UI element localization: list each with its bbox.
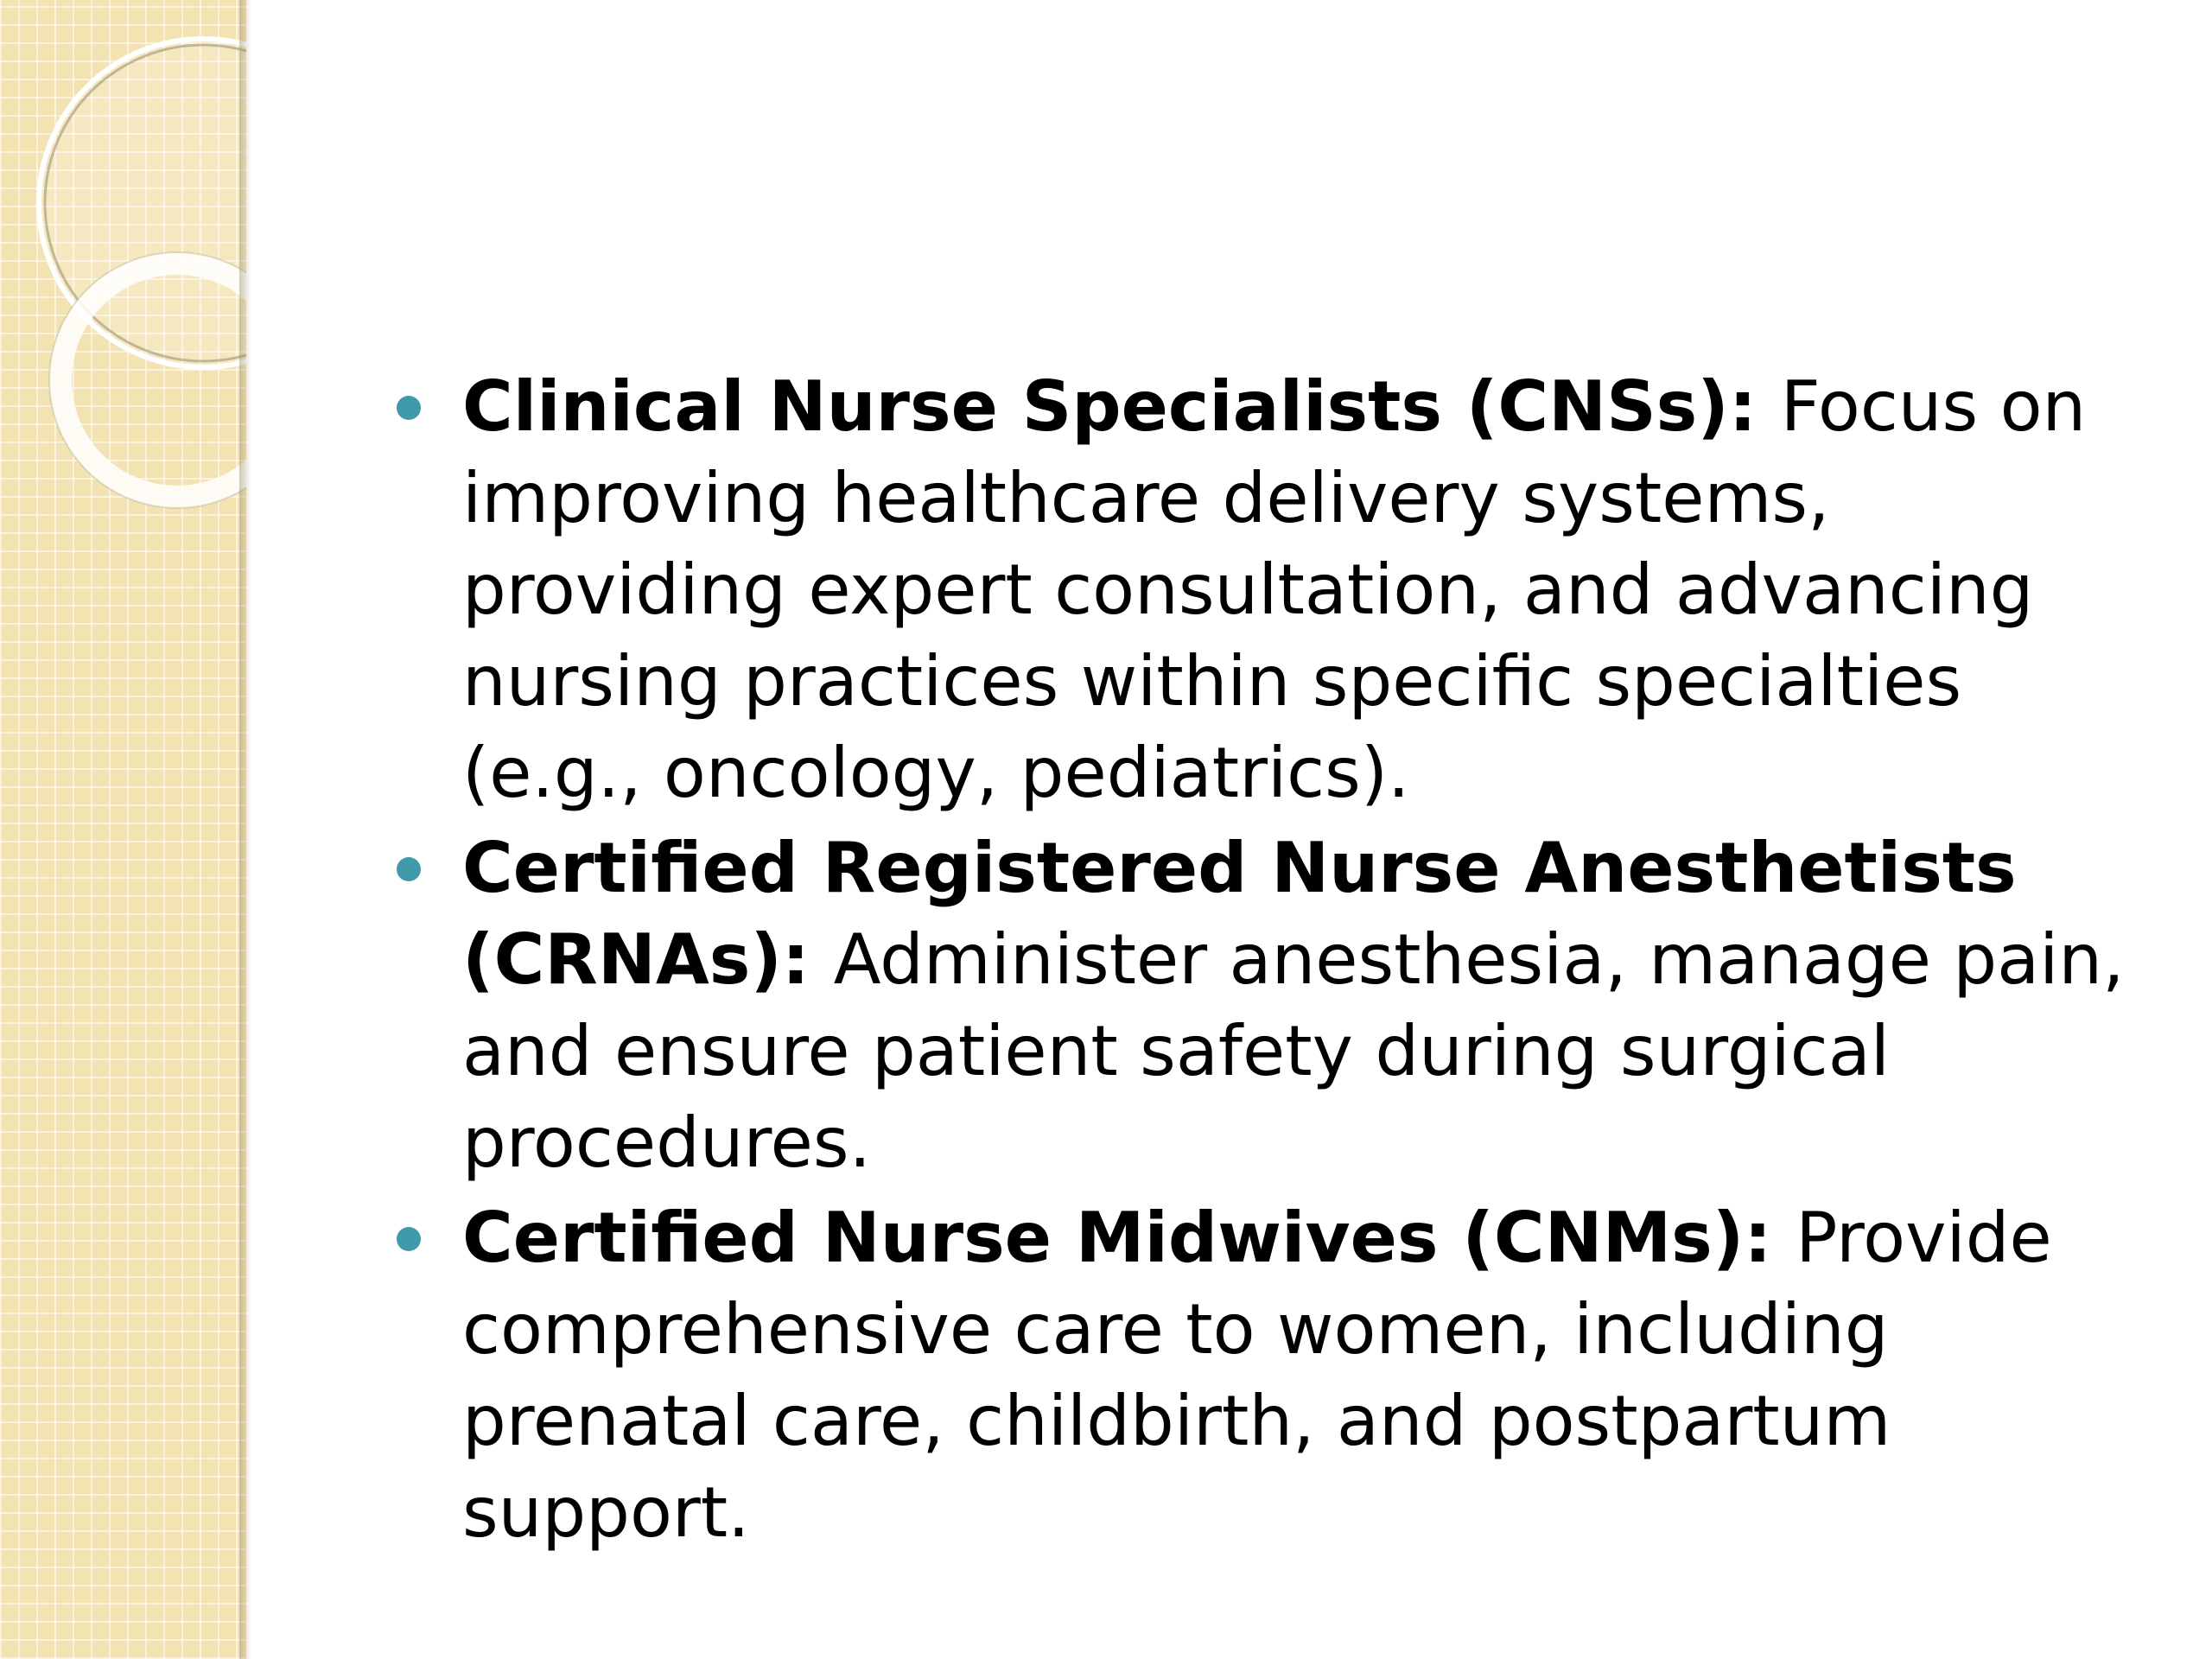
bullet-dot-icon [397,1227,421,1251]
bullet-dot-icon [397,396,421,420]
bullet-item-cns [393,361,2156,819]
bullet-description: Administer anesthesia, manage pain, and ensure patient safety during surgical procedures. [462,919,2125,1183]
bullet-item-cnm [393,1192,2156,1559]
bullet-dot-icon [397,857,421,881]
side-panel-shadow [239,0,251,1659]
bullet-term: Certified Registered Nurse Anesthetists (CRNAs): [462,828,2017,1000]
bullet-term: Certified Nurse Midwives (CNMs): [462,1198,1796,1278]
bullet-list [393,361,2156,1562]
bullet-description: Provide comprehensive care to women, including prenatal care, childbirth, and postpartum support. [462,1198,2052,1553]
bullet-term: Clinical Nurse Specialists (CNSs): [462,366,1781,447]
bullet-item-crna [393,823,2156,1189]
decorative-rings [0,0,246,553]
bullet-description: Focus on improving healthcare delivery systems, providing expert consultation, and advancing nursing practices within specific specialties (e.g., oncology, pediatrics). [462,366,2087,813]
